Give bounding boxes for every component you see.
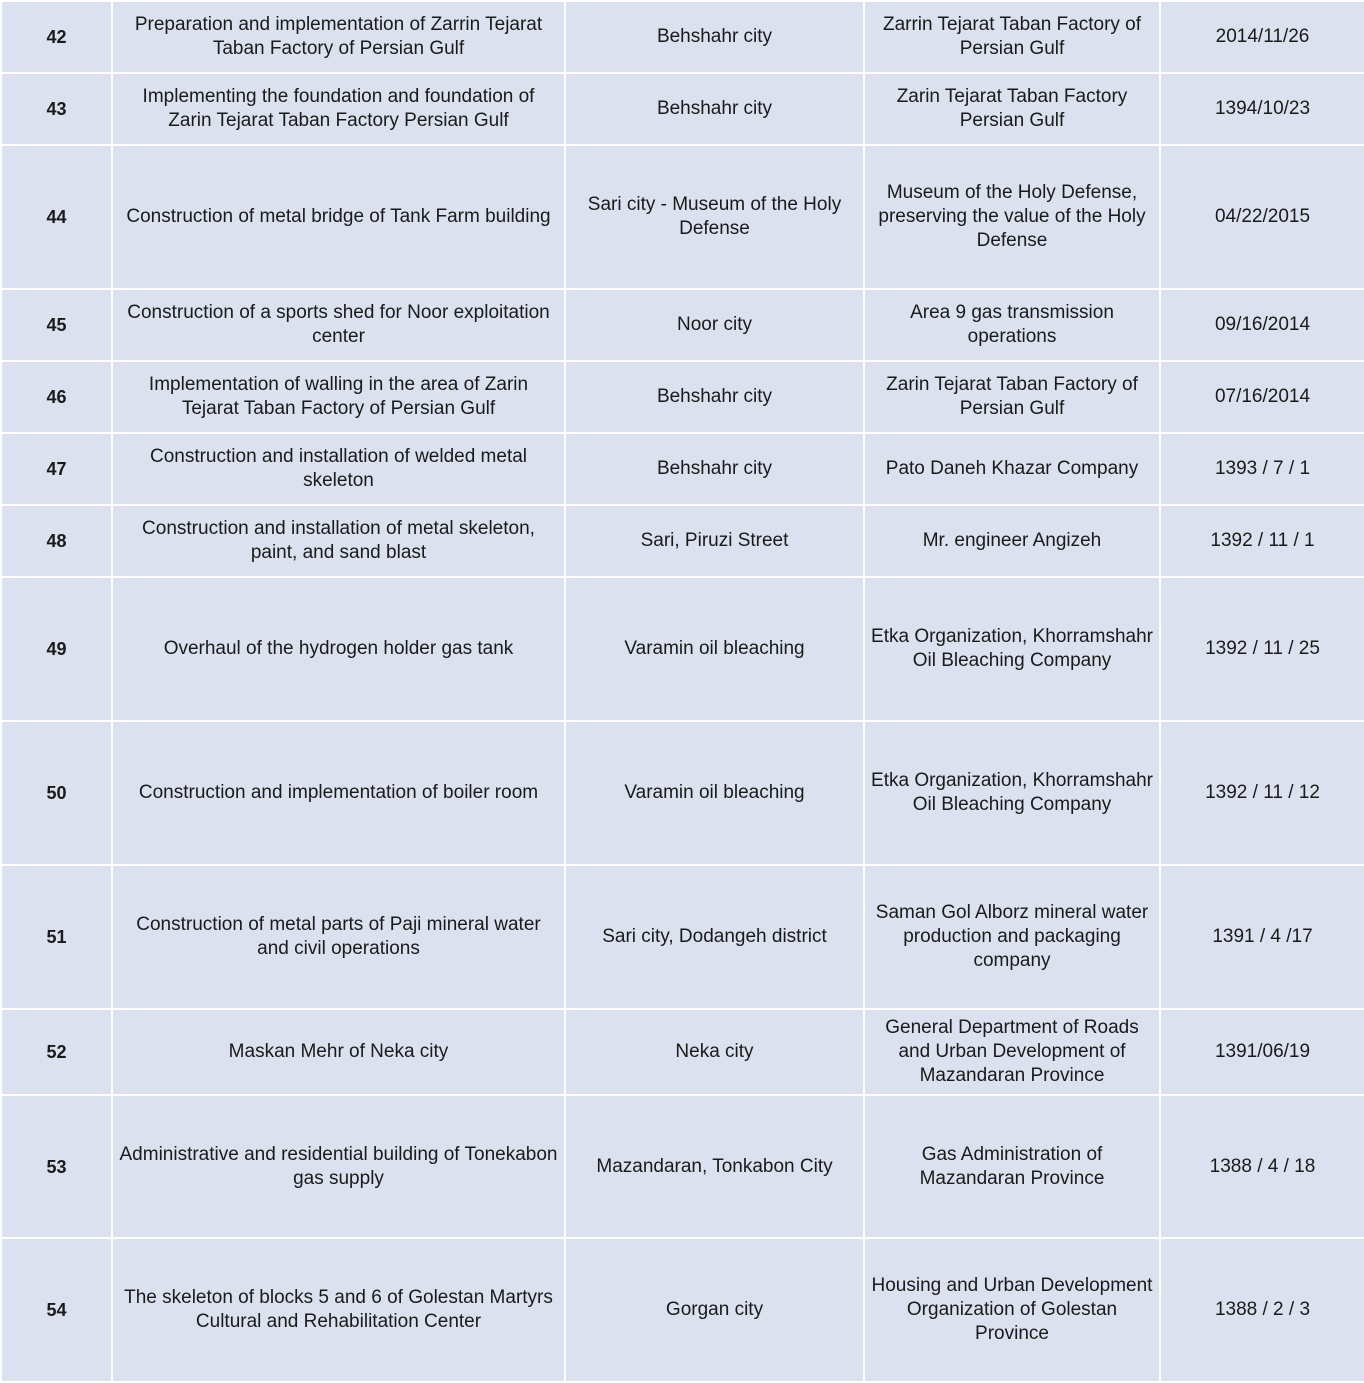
row-number: 45 <box>1 289 112 361</box>
project-title: Construction of a sports shed for Noor exploitation center <box>112 289 565 361</box>
project-location: Gorgan city <box>565 1238 864 1382</box>
project-location: Behshahr city <box>565 433 864 505</box>
project-title: Construction of metal parts of Paji mineral water and civil operations <box>112 865 565 1009</box>
project-location: Behshahr city <box>565 73 864 145</box>
table-row <box>1 577 1364 721</box>
table-row <box>1 433 1364 505</box>
project-employer: Museum of the Holy Defense, preserving the value of the Holy Defense <box>864 145 1160 289</box>
project-employer: Area 9 gas transmission operations <box>864 289 1160 361</box>
project-title: The skeleton of blocks 5 and 6 of Golestan Martyrs Cultural and Rehabilitation Center <box>112 1238 565 1382</box>
project-date: 1391 / 4 /17 <box>1160 865 1364 1009</box>
table-row <box>1 145 1364 289</box>
table-row <box>1 73 1364 145</box>
row-number: 46 <box>1 361 112 433</box>
project-location: Mazandaran, Tonkabon City <box>565 1095 864 1238</box>
table-row <box>1 865 1364 1009</box>
row-number: 49 <box>1 577 112 721</box>
project-date: 1394/10/23 <box>1160 73 1364 145</box>
project-title: Administrative and residential building of Tonekabon gas supply <box>112 1095 565 1238</box>
project-location: Neka city <box>565 1009 864 1095</box>
row-number: 54 <box>1 1238 112 1382</box>
row-number: 44 <box>1 145 112 289</box>
project-employer: Etka Organization, Khorramshahr Oil Bleaching Company <box>864 721 1160 865</box>
project-date: 1388 / 2 / 3 <box>1160 1238 1364 1382</box>
table-row <box>1 289 1364 361</box>
project-location: Varamin oil bleaching <box>565 721 864 865</box>
project-location: Noor city <box>565 289 864 361</box>
table-row <box>1 361 1364 433</box>
project-date: 1392 / 11 / 25 <box>1160 577 1364 721</box>
row-number: 51 <box>1 865 112 1009</box>
project-title: Preparation and implementation of Zarrin Tejarat Taban Factory of Persian Gulf <box>112 1 565 73</box>
project-employer: Housing and Urban Development Organization of Golestan Province <box>864 1238 1160 1382</box>
row-number: 48 <box>1 505 112 577</box>
table-row <box>1 721 1364 865</box>
project-employer: Saman Gol Alborz mineral water production and packaging company <box>864 865 1160 1009</box>
project-title: Maskan Mehr of Neka city <box>112 1009 565 1095</box>
project-title: Construction of metal bridge of Tank Farm building <box>112 145 565 289</box>
project-title: Construction and installation of welded metal skeleton <box>112 433 565 505</box>
project-title: Construction and installation of metal skeleton, paint, and sand blast <box>112 505 565 577</box>
table-row <box>1 1 1364 73</box>
project-employer: Pato Daneh Khazar Company <box>864 433 1160 505</box>
project-title: Overhaul of the hydrogen holder gas tank <box>112 577 565 721</box>
project-date: 1392 / 11 / 1 <box>1160 505 1364 577</box>
project-employer: Gas Administration of Mazandaran Province <box>864 1095 1160 1238</box>
project-employer: Etka Organization, Khorramshahr Oil Bleaching Company <box>864 577 1160 721</box>
project-date: 1388 / 4 / 18 <box>1160 1095 1364 1238</box>
project-employer: Zarin Tejarat Taban Factory Persian Gulf <box>864 73 1160 145</box>
row-number: 50 <box>1 721 112 865</box>
project-location: Behshahr city <box>565 1 864 73</box>
table-row <box>1 1009 1364 1095</box>
project-location: Sari city, Dodangeh district <box>565 865 864 1009</box>
project-employer: General Department of Roads and Urban Development of Mazandaran Province <box>864 1009 1160 1095</box>
row-number: 52 <box>1 1009 112 1095</box>
row-number: 43 <box>1 73 112 145</box>
project-employer: Mr. engineer Angizeh <box>864 505 1160 577</box>
project-title: Implementation of walling in the area of Zarin Tejarat Taban Factory of Persian Gulf <box>112 361 565 433</box>
project-title: Construction and implementation of boiler room <box>112 721 565 865</box>
project-date: 07/16/2014 <box>1160 361 1364 433</box>
project-date: 1392 / 11 / 12 <box>1160 721 1364 865</box>
project-date: 1393 / 7 / 1 <box>1160 433 1364 505</box>
project-employer: Zarin Tejarat Taban Factory of Persian Gulf <box>864 361 1160 433</box>
table-row <box>1 1238 1364 1382</box>
project-location: Sari city - Museum of the Holy Defense <box>565 145 864 289</box>
table-row <box>1 505 1364 577</box>
row-number: 47 <box>1 433 112 505</box>
row-number: 42 <box>1 1 112 73</box>
project-date: 04/22/2015 <box>1160 145 1364 289</box>
project-location: Sari, Piruzi Street <box>565 505 864 577</box>
project-location: Varamin oil bleaching <box>565 577 864 721</box>
project-date: 2014/11/26 <box>1160 1 1364 73</box>
table-row <box>1 1095 1364 1238</box>
project-employer: Zarrin Tejarat Taban Factory of Persian Gulf <box>864 1 1160 73</box>
project-title: Implementing the foundation and foundation of Zarin Tejarat Taban Factory Persian Gulf <box>112 73 565 145</box>
project-date: 1391/06/19 <box>1160 1009 1364 1095</box>
row-number: 53 <box>1 1095 112 1238</box>
project-date: 09/16/2014 <box>1160 289 1364 361</box>
project-location: Behshahr city <box>565 361 864 433</box>
